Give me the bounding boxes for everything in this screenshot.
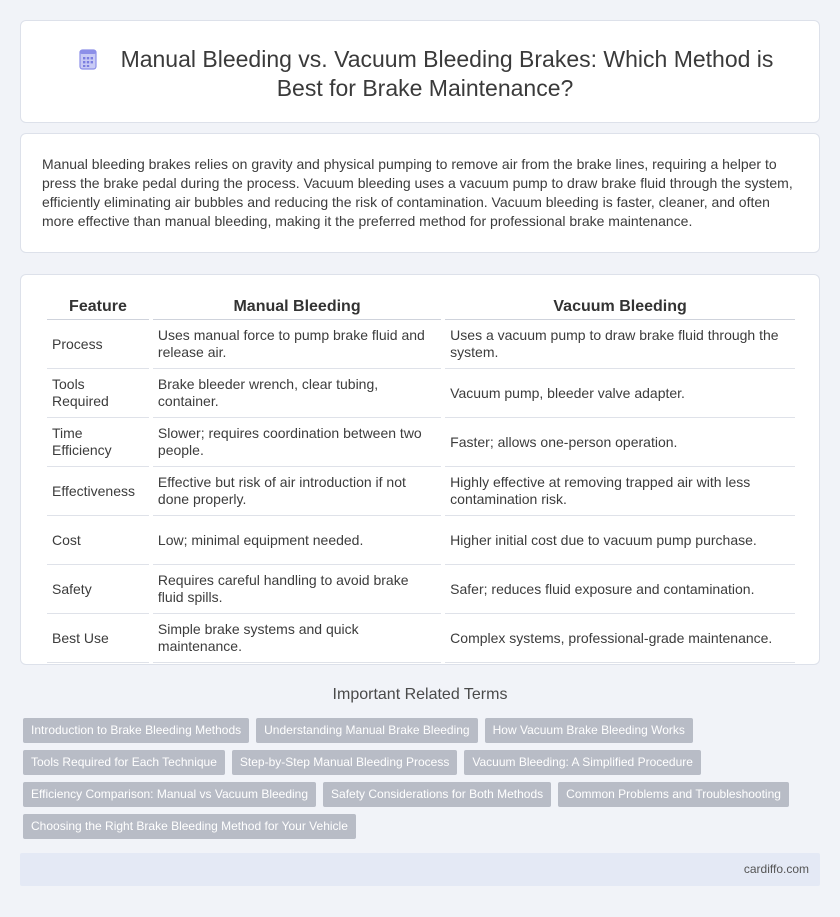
intro-paragraph: Manual bleeding brakes relies on gravity and physical pumping to remove air from the brake lines, requiring a helper to press the brake pedal during the process. Vacuum bleeding uses a vacuum pump to draw brake fluid through the system, efficiently eliminating air bubbles and reducing the risk of contamination. Vacuum bleeding is faster, cleaner, and often more effective than manual bleeding, making it the preferred method for professional brake maintenance. <box>42 156 793 229</box>
header-feature: Feature <box>47 295 149 320</box>
comparison-card <box>20 274 820 665</box>
feature-cell: Best Use <box>47 614 149 663</box>
manual-cell: Low; minimal equipment needed. <box>153 516 441 565</box>
related-tag[interactable]: Choosing the Right Brake Bleeding Method for Your Vehicle <box>23 814 356 839</box>
vacuum-cell: Faster; allows one-person operation. <box>445 418 795 467</box>
related-tag[interactable]: Vacuum Bleeding: A Simplified Procedure <box>464 750 701 775</box>
table-header-row <box>47 295 795 320</box>
page-title <box>61 45 789 103</box>
table-row <box>47 467 795 516</box>
vacuum-cell: Vacuum pump, bleeder valve adapter. <box>445 369 795 418</box>
related-tag[interactable]: Efficiency Comparison: Manual vs Vacuum Bleeding <box>23 782 316 807</box>
manual-cell: Simple brake systems and quick maintenance. <box>153 614 441 663</box>
page-title-text: Manual Bleeding vs. Vacuum Bleeding Brakes: Which Method is Best for Brake Maintenance? <box>120 46 774 101</box>
feature-cell: Process <box>47 320 149 369</box>
feature-cell: Cost <box>47 516 149 565</box>
table-row <box>47 516 795 565</box>
related-tag[interactable]: Step-by-Step Manual Bleeding Process <box>232 750 457 775</box>
vacuum-cell: Highly effective at removing trapped air with less contamination risk. <box>445 467 795 516</box>
header-card <box>20 20 820 123</box>
table-row <box>47 614 795 663</box>
feature-cell: Tools Required <box>47 369 149 418</box>
related-tag[interactable]: Tools Required for Each Technique <box>23 750 225 775</box>
feature-cell: Time Efficiency <box>47 418 149 467</box>
feature-cell: Effectiveness <box>47 467 149 516</box>
vacuum-cell: Higher initial cost due to vacuum pump purchase. <box>445 516 795 565</box>
intro-card <box>20 133 820 253</box>
related-tag[interactable]: Safety Considerations for Both Methods <box>323 782 551 807</box>
related-tag[interactable]: How Vacuum Brake Bleeding Works <box>485 718 693 743</box>
table-row <box>47 320 795 369</box>
manual-cell: Uses manual force to pump brake fluid and release air. <box>153 320 441 369</box>
manual-cell: Effective but risk of air introduction if not done properly. <box>153 467 441 516</box>
table-row <box>47 418 795 467</box>
related-tag[interactable]: Introduction to Brake Bleeding Methods <box>23 718 249 743</box>
table-row <box>47 565 795 614</box>
footer <box>20 853 820 886</box>
related-tag[interactable]: Understanding Manual Brake Bleeding <box>256 718 477 743</box>
related-terms-tags <box>23 718 803 839</box>
manual-cell: Slower; requires coordination between two people. <box>153 418 441 467</box>
vacuum-cell: Complex systems, professional-grade maintenance. <box>445 614 795 663</box>
document-grid-icon <box>77 48 99 70</box>
vacuum-cell: Uses a vacuum pump to draw brake fluid through the system. <box>445 320 795 369</box>
vacuum-cell: Safer; reduces fluid exposure and contamination. <box>445 565 795 614</box>
footer-site-link[interactable]: cardiffo.com <box>743 862 809 876</box>
manual-cell: Brake bleeder wrench, clear tubing, container. <box>153 369 441 418</box>
table-row <box>47 369 795 418</box>
header-manual: Manual Bleeding <box>153 295 441 320</box>
manual-cell: Requires careful handling to avoid brake fluid spills. <box>153 565 441 614</box>
header-vacuum: Vacuum Bleeding <box>445 295 795 320</box>
related-terms-title: Important Related Terms <box>332 686 508 703</box>
comparison-table <box>43 295 799 663</box>
related-tag[interactable]: Common Problems and Troubleshooting <box>558 782 789 807</box>
header <box>61 45 789 103</box>
feature-cell: Safety <box>47 565 149 614</box>
